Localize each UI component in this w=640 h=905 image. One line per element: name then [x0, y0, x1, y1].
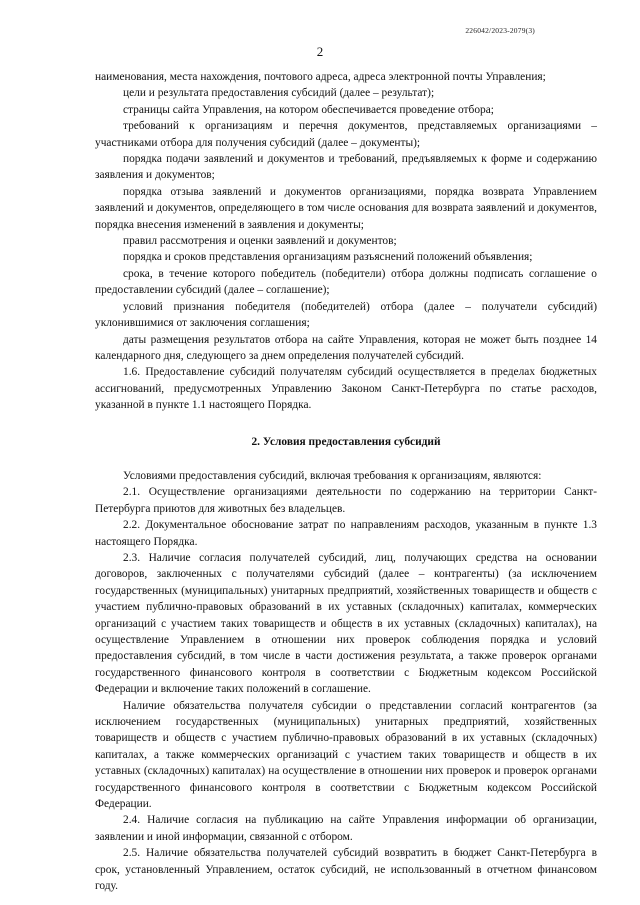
paragraph: 2.5. Наличие обязательства получателей субсидий возвратить в бюджет Санкт-Петербурга в срок, установленный Управлением, остаток субсидий, не использованный в отчетном финансовом году. [95, 847, 597, 893]
paragraph: страницы сайта Управления, на котором обеспечивается проведение отбора; [123, 103, 494, 116]
paragraph: порядка и сроков представления организациям разъяснений положений объявления; [123, 251, 533, 264]
page-number: 2 [316, 44, 324, 59]
paragraph: правил рассмотрения и оценки заявлений и документов; [123, 235, 397, 248]
paragraph: 1.6. Предоставление субсидий получателям субсидий осуществляется в пределах бюджетных ассигнований, предусмотренных Управлению Законом Санкт-Петербурга по статье расходов, указанной в пункте 1.1 настоящего Порядка. [95, 366, 597, 412]
section-title: 2. Условия предоставления субсидий [251, 435, 441, 448]
paragraph: Наличие обязательства получателя субсидии о представлении согласий контрагентов (за исключением государственных (муниципальных) унитарных предприятий, хозяйственных товариществ и обществ с участием публично-правовых образований в их уставных (складочных) капиталах, а также коммерческих организаций с участием таких товариществ и обществ в их уставных (складочных) капиталах) на осуществление в отношении них проверок и проверок органами государственного финансового контроля в соответствии с Бюджетным кодексом Российской Федерации. [95, 699, 597, 811]
paragraph: цели и результата предоставления субсидий (далее – результат); [123, 87, 435, 100]
paragraph: 2.4. Наличие согласия на публикацию на сайте Управления информации об организации, заявлении и иной информации, связанной с отбором. [95, 814, 597, 843]
document-registration-code: 226042/2023-2079(3) [465, 26, 535, 35]
paragraph: даты размещения результатов отбора на сайте Управления, которая не может быть позднее 14 календарного дня, следующего за днем определения получателей субсидий. [95, 333, 597, 362]
paragraph: срока, в течение которого победитель (победители) отбора должны подписать соглашение о предоставлении субсидий (далее – соглашение); [95, 267, 597, 297]
paragraph: Условиями предоставления субсидий, включая требования к организациям, являются: [123, 469, 542, 482]
paragraph: 2.3. Наличие согласия получателей субсидий, лиц, получающих средства на основании договоров, заключенных с получателями субсидий (далее – контрагенты) (за исключением государственных (муниципальных) унитарных предприятий, хозяйственных товариществ и обществ с участием публично-правовых образований в их уставных (складочных) капиталах, коммерческих организаций с участием таких товариществ и обществ в их уставных (складочных) капиталах), на осуществление Управлением в отношении них проверок соблюдения порядка и условий предоставления субсидий, в том числе в части достижения результата, а также проверок органами государственного финансового контроля в соответствии с Бюджетным кодексом Российской Федерации и включение таких положений в соглашение. [95, 551, 597, 696]
paragraph: наименования, места нахождения, почтового адреса, адреса электронной почты Управления; [95, 71, 546, 83]
document-body [95, 69, 597, 895]
paragraph: 2.1. Осуществление организациями деятельности по содержанию на территории Санкт-Петербурга приютов для животных без владельцев. [95, 486, 597, 515]
paragraph: порядка отзыва заявлений и документов организациями, порядка возврата Управлением заявлений и документов, определяющего в том числе основания для возврата заявлений и документов, порядка внесения изменений в заявления и документы; [95, 185, 597, 231]
paragraph: порядка подачи заявлений и документов и требований, предъявляемых к форме и содержанию заявления и документов; [95, 153, 597, 182]
paragraph: 2.2. Документальное обоснование затрат по направлениям расходов, указанным в пункте 1.3 настоящего Порядка. [95, 519, 597, 548]
paragraph: условий признания победителя (победителей) отбора (далее – получатели субсидий) уклонившимися от заключения соглашения; [95, 300, 597, 330]
paragraph: требований к организациям и перечня документов, представляемых организациями – участниками отбора для получения субсидий (далее – документы); [95, 120, 597, 149]
